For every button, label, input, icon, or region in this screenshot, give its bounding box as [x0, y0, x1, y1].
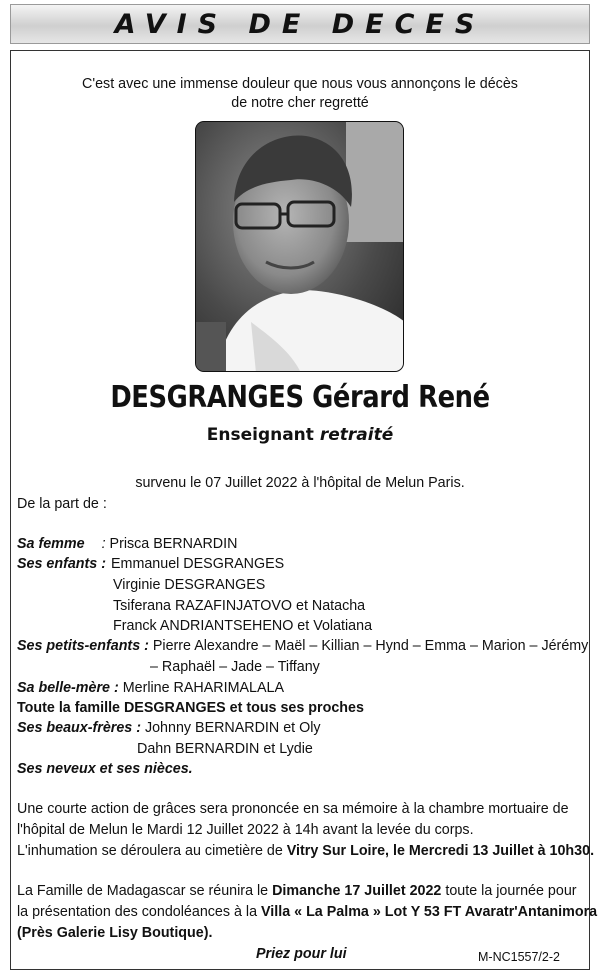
- burial-place-date: Vitry Sur Loire, le Mercredi 13 Juillet à 10h30.: [286, 843, 595, 859]
- child-4: Franck ANDRIANTSEHENO et Volatiana: [113, 618, 373, 634]
- madagascar-venue: Villa « La Palma » Lot Y 53 FT Avaratr'Antanimora: [261, 904, 598, 920]
- wife-label: Sa femme: [17, 536, 85, 552]
- mother-in-law-name: Merline RAHARIMALALA: [122, 680, 284, 696]
- closing-prayer: Priez pour lui: [256, 946, 347, 962]
- intro-line-1: C'est avec une immense douleur que nous vous annonçons le décès: [82, 76, 518, 92]
- nephews-nieces: Ses neveux et ses nièces.: [17, 761, 193, 777]
- wife-row: [17, 535, 237, 553]
- madagascar-line-1: [17, 882, 577, 900]
- ceremony-line-3: [17, 842, 594, 860]
- intro-line-2: de notre cher regretté: [231, 95, 369, 111]
- child-3: Tsiferana RAZAFINJATOVO et Natacha: [113, 598, 366, 614]
- from-label: De la part de :: [17, 496, 107, 512]
- profession-text: Enseignant: [206, 425, 314, 445]
- notice-header: [10, 4, 590, 44]
- child-2: Virginie DESGRANGES: [113, 577, 266, 593]
- deceased-portrait-photo: [195, 121, 404, 372]
- deceased-profession: [0, 425, 600, 445]
- burial-text: L'inhumation se déroulera au cimetière de: [17, 843, 283, 859]
- children-label: [17, 555, 106, 573]
- brothers-in-law-label: Ses beaux-frères :: [17, 720, 141, 736]
- madagascar-text-c: toute la journée pour: [445, 883, 577, 899]
- brother-in-law-2: Dahn BERNARDIN et Lydie: [137, 741, 313, 757]
- grandchildren-line-2: – Raphaël – Jade – Tiffany: [150, 659, 320, 675]
- death-notice: survenu le 07 Juillet 2022 à l'hôpital de Melun Paris.: [135, 475, 465, 491]
- deceased-name: DESGRANGES Gérard René: [110, 380, 490, 415]
- grandchildren-row: [17, 637, 588, 655]
- madagascar-text-d: la présentation des condoléances à la: [17, 904, 258, 920]
- portrait-illustration: [196, 122, 404, 372]
- grandchildren-label: Ses petits-enfants :: [17, 638, 149, 654]
- brothers-in-law-row: [17, 719, 321, 737]
- profession-qualifier: retraité: [319, 425, 394, 445]
- wife-colon: :: [101, 536, 106, 552]
- mother-in-law-label: Sa belle-mère :: [17, 680, 119, 696]
- wife-name: Prisca BERNARDIN: [109, 536, 238, 552]
- mother-in-law-row: [17, 679, 284, 697]
- madagascar-text-a: La Famille de Madagascar se réunira le: [17, 883, 269, 899]
- grandchildren-line-1: Pierre Alexandre – Maël – Killian – Hynd – Emma – Marion – Jérémy: [152, 638, 589, 654]
- ceremony-line-1: Une courte action de grâces sera prononcée en sa mémoire à la chambre mortuaire de: [17, 801, 569, 817]
- ceremony-line-2: l'hôpital de Melun le Mardi 12 Juillet 2022 à 14h avant la levée du corps.: [17, 822, 474, 838]
- children-label-text: Ses enfants :: [17, 556, 106, 572]
- madagascar-line-2: [17, 903, 597, 921]
- whole-family: Toute la famille DESGRANGES et tous ses proches: [17, 700, 364, 716]
- notice-title: AVIS DE DECES: [114, 8, 486, 40]
- child-1: Emmanuel DESGRANGES: [111, 556, 285, 572]
- madagascar-date: Dimanche 17 Juillet 2022: [272, 883, 442, 899]
- madagascar-line-3: (Près Galerie Lisy Boutique).: [17, 925, 213, 941]
- reference-code: M-NC1557/2-2: [478, 950, 560, 964]
- brother-in-law-1: Johnny BERNARDIN et Oly: [144, 720, 321, 736]
